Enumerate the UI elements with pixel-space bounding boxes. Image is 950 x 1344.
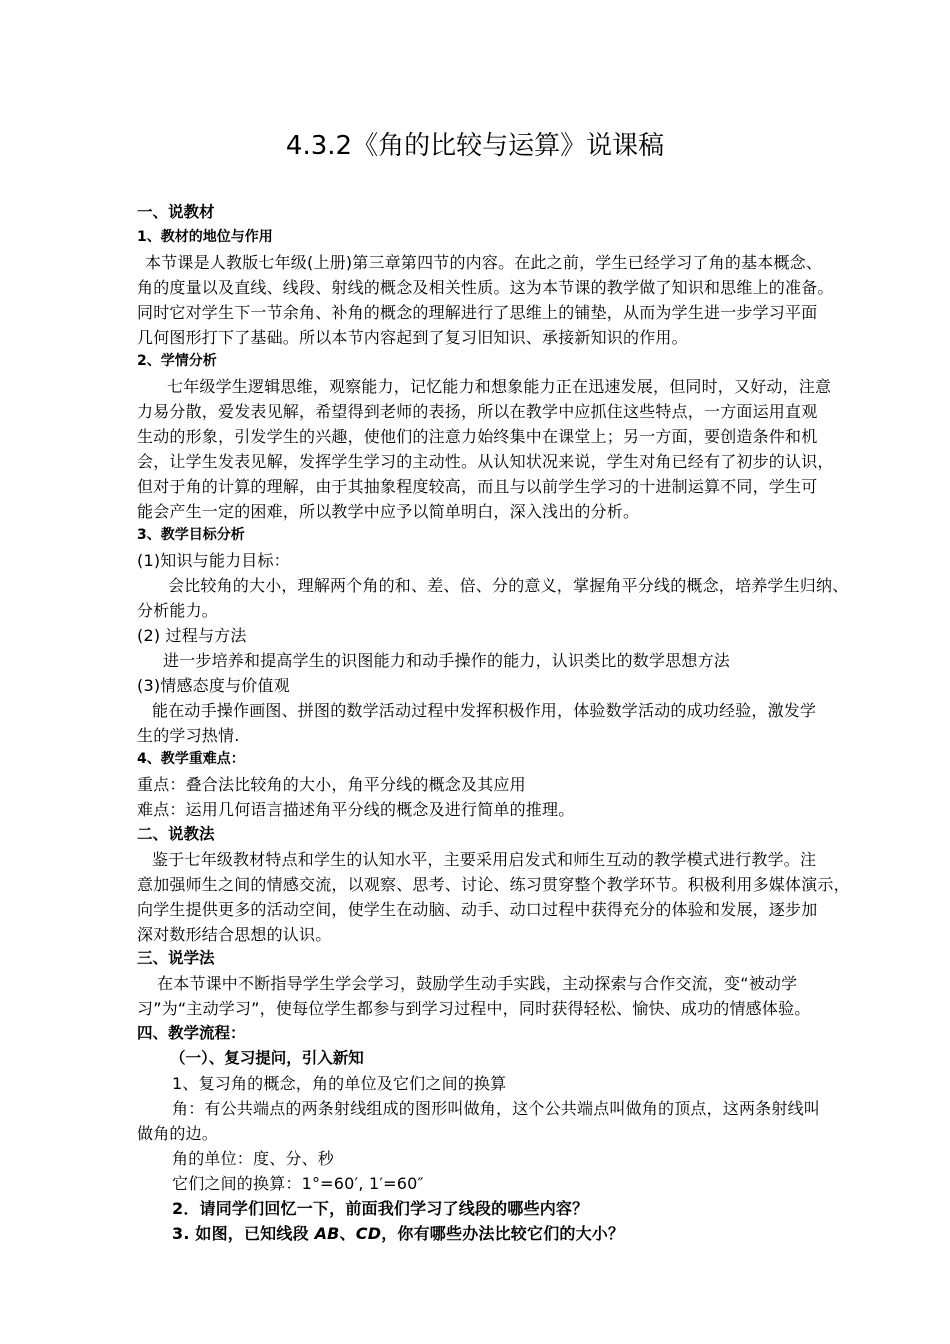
paragraph-line: 角的度量以及直线、线段、射线的概念及相关性质。这为本节课的教学做了知识和思维上的准备。 xyxy=(137,278,834,297)
unit-conversion-text: 它们之间的换算：1°=60′, 1′=60″ xyxy=(172,1174,424,1193)
question-3-part: ，你有哪些办法比较它们的大小？ xyxy=(381,1224,625,1243)
section-heading-textbook: 一、说教材 xyxy=(137,203,215,221)
difficult-point-text: 难点：运用几何语言描述角平分线的概念及进行简单的推理。 xyxy=(137,800,575,819)
paragraph-line: 进一步培养和提高学生的识图能力和动手操作的能力，认识类比的数学思想方法 xyxy=(163,651,731,670)
subheading-goals: 3、教学目标分析 xyxy=(137,527,245,543)
paragraph-line: 几何图形打下了基础。所以本节内容起到了复习旧知识、承接新知识的作用。 xyxy=(137,328,688,347)
question-3-part: 3. 如图，已知线段 xyxy=(172,1224,315,1243)
paragraph-line: 分析能力。 xyxy=(137,601,219,620)
segment-ab-label: AB xyxy=(314,1224,340,1243)
goal-process-label: (2) 过程与方法 xyxy=(137,626,247,645)
paragraph-line: 生的学习热情. xyxy=(137,726,240,745)
goal-knowledge-label: (1)知识与能力目标： xyxy=(137,551,290,570)
paragraph-line: 同时它对学生下一节余角、补角的概念的理解进行了思维上的铺垫，从而为学生进一步学习平面 xyxy=(137,303,818,322)
paragraph-line: 鉴于七年级教材特点和学生的认知水平，主要采用启发式和师生互动的教学模式进行教学。注 xyxy=(152,850,817,869)
section-heading-teaching-method: 二、说教法 xyxy=(137,825,215,843)
paragraph-line: 意加强师生之间的情感交流，以观察、思考、讨论、练习贯穿整个教学环节。积极利用多媒体演示， xyxy=(137,875,850,894)
question-3 xyxy=(172,1221,624,1244)
subheading-student-analysis: 2、学情分析 xyxy=(137,353,217,369)
key-point-text: 重点：叠合法比较角的大小，角平分线的概念及其应用 xyxy=(137,775,526,794)
paragraph-line: 深对数形结合思想的认识。 xyxy=(137,925,332,944)
paragraph-line: 会，让学生发表见解，发挥学生学习的主动性。从认知状况来说，学生对角已经有了初步的认识， xyxy=(137,452,834,471)
paragraph-line: 会比较角的大小，理解两个角的和、差、倍、分的意义，掌握角平分线的概念，培养学生归纳、 xyxy=(168,576,849,595)
paragraph-line: 能在动手操作画图、拼图的数学活动过程中发挥积极作用，体验数学活动的成功经验，激发学 xyxy=(152,701,817,720)
paragraph-line: 角：有公共端点的两条射线组成的图形叫做角，这个公共端点叫做角的顶点，这两条射线叫 xyxy=(172,1099,821,1118)
document-title: 4.3.2《角的比较与运算》说课稿 xyxy=(285,131,665,161)
paragraph-line: 本节课是人教版七年级(上册)第三章第四节的内容。在此之前，学生已经学习了角的基本概念、 xyxy=(145,253,823,272)
step-heading-review: （一）、复习提问，引入新知 xyxy=(170,1049,364,1067)
goal-attitude-label: (3)情感态度与价值观 xyxy=(137,676,290,695)
subheading-key-points: 4、教学重难点： xyxy=(137,751,245,767)
section-heading-teaching-process: 四、教学流程： xyxy=(137,1024,246,1042)
paragraph-line: 但对于角的计算的理解，由于其抽象程度较高，而且与以前学生学习的十进制运算不同，学生可 xyxy=(137,477,818,496)
subheading-textbook-role: 1、教材的地位与作用 xyxy=(137,229,273,245)
section-heading-learning-method: 三、说学法 xyxy=(137,949,215,967)
paragraph-line: 能会产生一定的困难，所以教学中应予以简单明白，深入浅出的分析。 xyxy=(137,502,640,521)
paragraph-line: 力易分散，爱发表见解，希望得到老师的表扬，所以在教学中应抓住这些特点，一方面运用直观 xyxy=(137,402,818,421)
paragraph-line: 习”为“主动学习”，使每位学生都参与到学习过程中，同时获得轻松、愉快、成功的情感体验。 xyxy=(137,999,811,1018)
paragraph-line: 生动的形象，引发学生的兴趣，使他们的注意力始终集中在课堂上；另一方面，要创造条件和机 xyxy=(137,427,818,446)
angle-units-text: 角的单位：度、分、秒 xyxy=(172,1149,335,1168)
paragraph-line: 七年级学生逻辑思维，观察能力，记忆能力和想象能力正在迅速发展，但同时，又好动，注意 xyxy=(167,377,832,396)
question-3-part: 、 xyxy=(339,1224,356,1243)
paragraph-line: 做角的边。 xyxy=(137,1124,219,1143)
paragraph-line: 在本节课中不断指导学生学会学习，鼓励学生动手实践，主动探索与合作交流，变“被动学 xyxy=(157,974,798,993)
question-2: 2．请同学们回忆一下，前面我们学习了线段的哪些内容？ xyxy=(172,1199,589,1218)
review-item-1: 1、复习角的概念，角的单位及它们之间的换算 xyxy=(172,1074,507,1093)
segment-cd-label: CD xyxy=(355,1224,382,1243)
paragraph-line: 向学生提供更多的活动空间，使学生在动脑、动手、动口过程中获得充分的体验和发展，逐步加 xyxy=(137,900,818,919)
